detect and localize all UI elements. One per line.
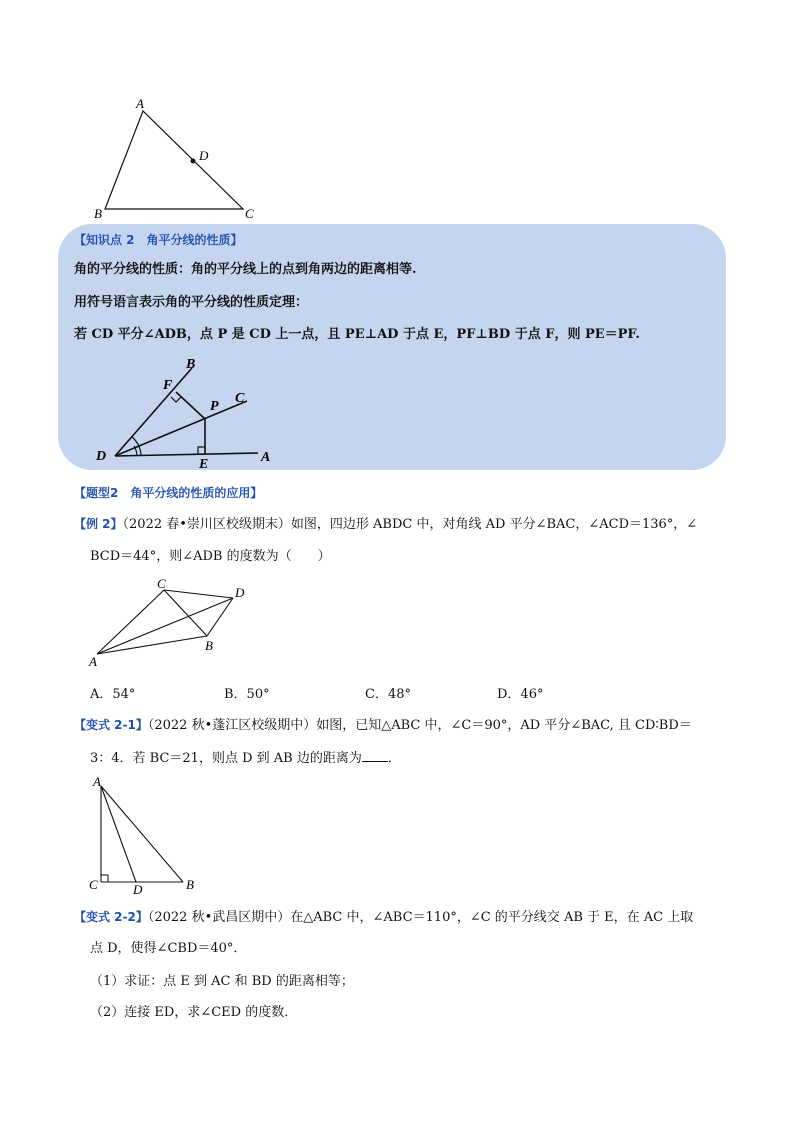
option-c[interactable]: C．48° xyxy=(365,687,411,702)
label-a: A xyxy=(89,654,97,669)
right-angle-f xyxy=(171,397,181,402)
label-c: C xyxy=(157,576,166,591)
label-a: A xyxy=(93,774,101,789)
right-angle-e xyxy=(198,447,205,454)
segment-pf xyxy=(176,392,205,419)
right-angle-c xyxy=(101,875,108,882)
figure-angle-bisector xyxy=(0,0,794,480)
segment-cd xyxy=(164,590,233,598)
variant21-tag: 【变式 2-1】 xyxy=(74,718,148,732)
example2-line-2: BCD＝44°，则∠ADB 的度数为（ ） xyxy=(90,549,331,564)
label-b: B xyxy=(205,638,213,653)
label-c: C xyxy=(245,206,254,221)
variant22-line-1 xyxy=(74,908,693,927)
label-b: B xyxy=(186,877,194,892)
example2-line-1 xyxy=(74,515,697,534)
variant22-text-1: （2022 秋•武昌区期中）在△ABC 中，∠ABC＝110°，∠C 的平分线交 AB 于 E，在 AC 上取 xyxy=(147,910,694,925)
variant21-line-2 xyxy=(90,749,401,768)
label-a: A xyxy=(261,450,271,465)
label-d: D xyxy=(199,148,209,163)
figure-quadrilateral-abdc xyxy=(0,560,794,680)
label-b: B xyxy=(186,357,196,372)
variant22-line-2: 点 D，使得∠CBD＝40°． xyxy=(90,941,247,956)
label-c: C xyxy=(235,391,245,406)
variant22-question-2: （2）连接 ED，求∠CED 的度数． xyxy=(90,1005,298,1020)
segment-ab xyxy=(101,786,183,882)
label-f: F xyxy=(163,378,173,393)
option-b[interactable]: B．50° xyxy=(224,687,270,702)
label-e: E xyxy=(199,457,209,472)
segment-ad xyxy=(101,786,136,882)
label-p: P xyxy=(210,399,219,414)
variant21-text-2b: ． xyxy=(387,751,401,766)
option-d[interactable]: D．46° xyxy=(497,687,544,702)
ray-db xyxy=(115,368,192,456)
diagonal-cb xyxy=(164,590,207,636)
variant21-text-2a: 3：4．若 BC＝21，则点 D 到 AB 边的距离为 xyxy=(90,751,362,766)
label-d: D xyxy=(133,882,143,895)
knowledge-heading: 【知识点 2 角平分线的性质】 xyxy=(74,233,243,247)
variant21-line-1 xyxy=(74,716,692,735)
knowledge-line-2: 用符号语言表示角的平分线的性质定理： xyxy=(74,295,309,310)
knowledge-line-1: 角的平分线的性质：角的平分线上的点到角两边的距离相等. xyxy=(74,262,417,277)
variant22-tag: 【变式 2-2】 xyxy=(74,910,148,924)
option-a[interactable]: A．54° xyxy=(90,687,136,702)
label-c: C xyxy=(89,877,98,892)
label-d: D xyxy=(235,585,245,600)
example2-text-1: （2022 春•崇川区校级期末）如图，四边形 ABDC 中，对角线 AD 平分∠BAC，∠ACD＝136°，∠ xyxy=(122,517,698,532)
knowledge-line-3: 若 CD 平分∠ADB，点 P 是 CD 上一点，且 PE⊥AD 于点 E，PF⊥BD 于点 F，则 PE＝PF. xyxy=(74,327,640,342)
variant22-question-1: （1）求证：点 E 到 AC 和 BD 的距离相等； xyxy=(90,974,354,989)
label-b: B xyxy=(94,206,102,221)
variant21-text-1: （2022 秋•蓬江区校级期中）如图，已知△ABC 中，∠C＝90°，AD 平分∠BAC, 且 CD∶BD＝ xyxy=(147,718,692,733)
example2-tag: 【例 2】 xyxy=(74,517,123,531)
label-a: A xyxy=(136,96,144,111)
figure-right-triangle-abc xyxy=(0,770,794,895)
type2-heading: 【题型2 角平分线的性质的应用】 xyxy=(74,486,263,500)
answer-blank[interactable] xyxy=(362,749,388,762)
label-d: D xyxy=(96,449,107,464)
